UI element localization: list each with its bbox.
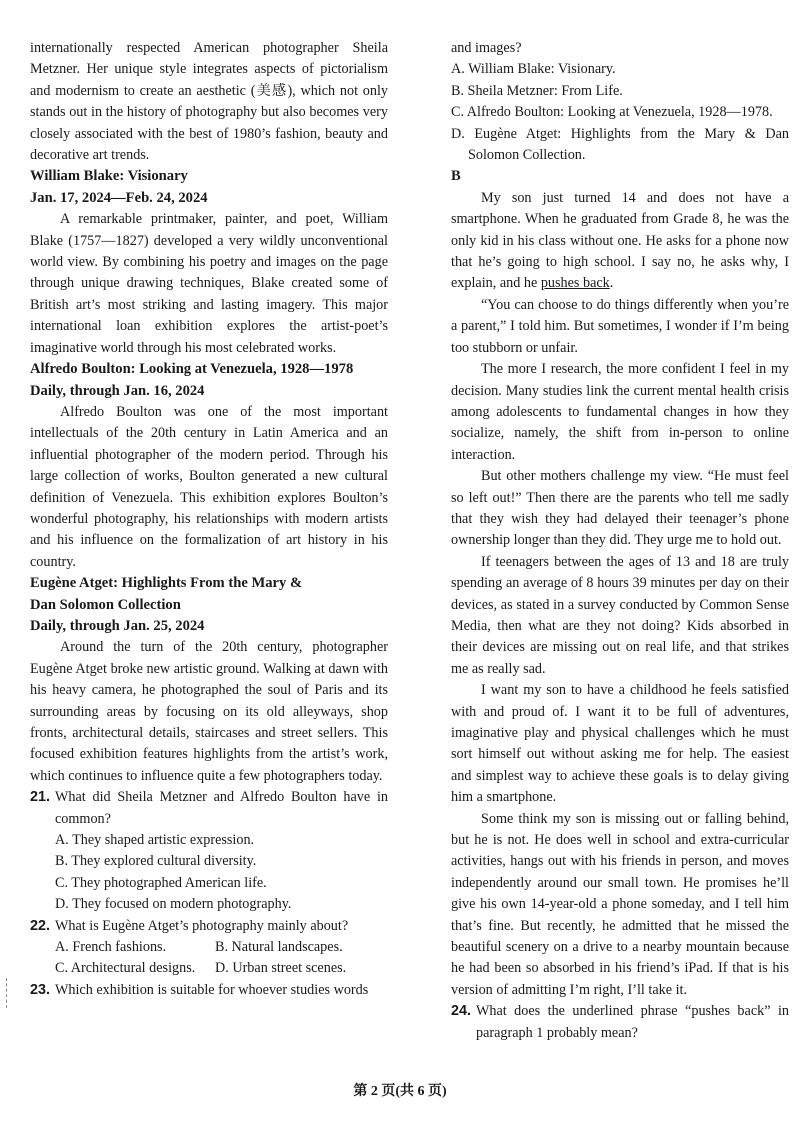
question-22-options-row2: [30, 958, 388, 979]
exhibition-title-boulton: Alfredo Boulton: Looking at Venezuela, 1928—1978: [30, 361, 354, 378]
underlined-phrase: pushes back: [540, 275, 610, 292]
question-22: [30, 916, 388, 937]
question-23-option-c[interactable]: C. Alfredo Boulton: Looking at Venezuela, 1928—1978.: [451, 104, 773, 121]
left-column: [30, 38, 388, 1001]
question-23-number: 23.: [30, 981, 51, 998]
question-21: [30, 787, 388, 830]
intro-paragraph: internationally respected American photographer Sheila Metzner. Her unique style integrates aspects of pictorialism and modernism to create an aesthetic (美感), which not only stands out in the history of photography but also becomes very closely associated with the best of 1980’s fashion, beauty and decorative art trends.: [30, 40, 388, 164]
question-23-stem-continued: and images?: [451, 40, 522, 56]
question-24-number: 24.: [451, 1003, 472, 1020]
passage-b-paragraph-6: I want my son to have a childhood he feels satisfied with and proud of. I want it to be full of adventures, imaginative play and physical challenges which he must sort himself out without asking me for help. The easiest and simplest way to achieve these goals is to delay giving him a smartphone.: [451, 682, 789, 806]
exhibition-title-atget-line1: Eugène Atget: Highlights From the Mary &: [30, 575, 303, 592]
binding-cut-line: [6, 978, 9, 1008]
question-22-number: 22.: [30, 917, 51, 934]
passage-b-paragraph-7: Some think my son is missing out or falling behind, but he is not. He does well in school and extra-curricular activities, hangs out with his friends in person, and moves independently around our small town. He promises he’ll give his own 14-year-old a phone someday, and I tell him that’s fine. But recently, he admitted that he missed the beautiful scenery on a drive to a nearby mountain because he had been so absorbed in his friend’s iPad. If that is his version of admitting I’m right, I’ll take it.: [451, 810, 789, 998]
passage-b-paragraph-1: [451, 188, 789, 295]
question-22-stem: What is Eugène Atget’s photography mainly about?: [55, 917, 349, 934]
question-23-option-a[interactable]: A. William Blake: Visionary.: [451, 61, 616, 78]
exhibition-title-atget: [30, 573, 388, 616]
question-24-stem: What does the underlined phrase “pushes back” in paragraph 1 probably mean?: [476, 1003, 789, 1041]
exhibition-title-blake: William Blake: Visionary: [30, 168, 188, 185]
question-23-option-b[interactable]: B. Sheila Metzner: From Life.: [451, 82, 623, 99]
question-22-option-b[interactable]: B. Natural landscapes.: [215, 939, 343, 956]
question-23-option-d[interactable]: D. Eugène Atget: Highlights from the Mary & Dan Solomon Collection.: [451, 125, 789, 164]
exhibition-body-boulton: Alfredo Boulton was one of the most important intellectuals of the 20th century in Latin America and an influential photographer of the modern period. Through his large collection of works, Boulton generated a new cultural definition of Venezuela. This exhibition explores Boulton’s wonderful photography, his relationships with modern artists and his influence on the formalization of art history in his country.: [30, 403, 388, 570]
paragraph-1-text: My son just turned 14 and does not have a smartphone. When he graduated from Grade 8, he was the only kid in his class without one. He asks for a phone now that he’s going to high school. I say no, he asks why, I explain, and he: [451, 189, 789, 292]
passage-b-paragraph-2: “You can choose to do things differently when you’re a parent,” I told him. But sometimes, I wonder if I’m being too stubborn or unfair.: [451, 296, 789, 356]
question-22-option-c[interactable]: C. Architectural designs.: [55, 960, 196, 977]
exhibition-dates-blake: Jan. 17, 2024—Feb. 24, 2024: [30, 189, 208, 206]
question-21-option-d[interactable]: D. They focused on modern photography.: [55, 896, 292, 913]
page-footer: 第 2 页(共 6 页): [353, 1084, 447, 1099]
exhibition-body-atget: Around the turn of the 20th century, photographer Eugène Atget broke new artistic ground. Walking at dawn with his heavy camera, he photographed the soul of Paris and its surrounding areas by focusing on its old alleyways, shop fronts, architectural details, staircases and street sellers. This focused exhibition features highlights from the artist’s work, which continues to influence quite a few photographers today.: [30, 639, 388, 784]
question-21-option-a[interactable]: A. They shaped artistic expression.: [55, 832, 255, 849]
exhibition-dates-boulton: Daily, through Jan. 16, 2024: [30, 382, 205, 399]
section-heading-b: B: [451, 168, 461, 185]
passage-b-paragraph-3: The more I research, the more confident I feel in my decision. Many studies link the current mental health crisis among adolescents to fundamental changes in how they socialize, namely, the shift from in-person to online interaction.: [451, 361, 789, 463]
paragraph-1-end: .: [609, 275, 614, 292]
question-21-stem: What did Sheila Metzner and Alfredo Boulton have in common?: [55, 789, 388, 827]
exhibition-title-atget-line2: Dan Solomon Collection: [30, 596, 181, 613]
question-22-option-d[interactable]: D. Urban street scenes.: [215, 960, 347, 977]
right-column: [451, 38, 789, 1044]
question-22-options-row1: [30, 937, 388, 958]
question-21-number: 21.: [30, 789, 51, 806]
question-21-option-c[interactable]: C. They photographed American life.: [55, 874, 267, 891]
question-21-option-b[interactable]: B. They explored cultural diversity.: [55, 853, 257, 870]
question-23-stem: Which exhibition is suitable for whoever studies words: [55, 981, 369, 998]
question-23: [30, 980, 388, 1001]
exhibition-dates-atget: Daily, through Jan. 25, 2024: [30, 617, 205, 634]
passage-b-paragraph-5: If teenagers between the ages of 13 and 18 are truly spending an average of 8 hours 39 minutes per day on their devices, as stated in a survey conducted by Common Sense Media, then what are they not doing? Kids absorbed in their devices are missing out on real life, and that strikes me as really sad.: [451, 553, 789, 677]
question-22-option-a[interactable]: A. French fashions.: [55, 939, 167, 956]
passage-b-paragraph-4: But other mothers challenge my view. “He must feel so left out!” Then there are the parents who tell me sadly that they wish they had delayed their teenager’s phone ownership longer than they did. They urge me to hold out.: [451, 468, 789, 549]
question-24: [451, 1001, 789, 1044]
exhibition-body-blake: A remarkable printmaker, painter, and poet, William Blake (1757—1827) developed a very wildly unconventional world view. By combining his poetry and images on the page through unique drawing techniques, Blake created some of British art’s most striking and lasting imagery. This major international loan exhibition explores the artist-poet’s imaginative world through his most celebrated works.: [30, 211, 388, 356]
